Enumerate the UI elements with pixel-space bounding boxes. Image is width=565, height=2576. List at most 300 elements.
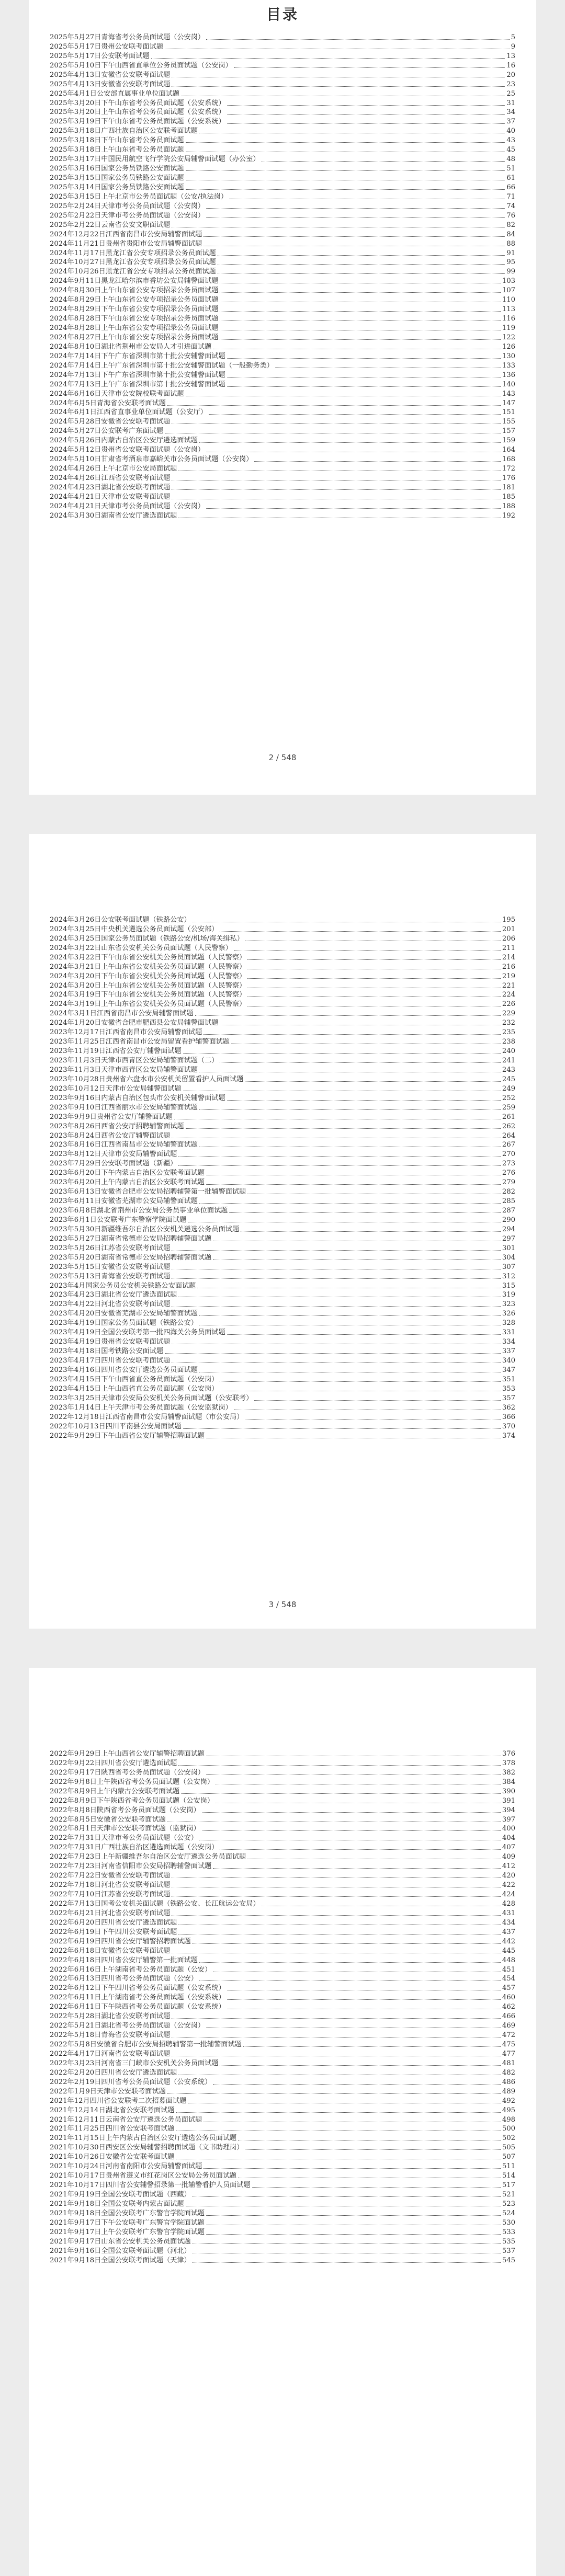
toc-entry[interactable] <box>50 1393 515 1403</box>
toc-entry-page-number: 16 <box>506 61 515 70</box>
dot-leader <box>199 1962 501 1963</box>
toc-entry-page-number: 412 <box>502 1862 515 1871</box>
toc-entry[interactable] <box>50 445 515 454</box>
toc-entry-title: 2023年10月12日天津市公安局辅警面试题 <box>50 1084 182 1093</box>
toc-entry[interactable] <box>50 2068 515 2077</box>
toc-entry[interactable] <box>50 999 515 1009</box>
toc-entry[interactable] <box>50 89 515 98</box>
toc-entry[interactable] <box>50 2161 515 2171</box>
toc-entry[interactable] <box>50 314 515 323</box>
dot-leader <box>172 86 505 87</box>
toc-entry-page-number: 25 <box>506 89 515 98</box>
toc-entry-page-number: 407 <box>502 1844 515 1852</box>
toc-entry[interactable] <box>50 1993 515 2002</box>
toc-entry[interactable] <box>50 1234 515 1243</box>
toc-entry-title: 2024年5月10日甘肃省考酒泉市嘉峪关市公务员面试题（公安岗） <box>50 455 253 464</box>
dot-leader <box>199 1315 501 1316</box>
toc-entry[interactable] <box>50 220 515 230</box>
dot-leader <box>254 461 500 462</box>
toc-entry[interactable] <box>50 1955 515 1965</box>
toc-entry[interactable] <box>50 1112 515 1121</box>
toc-entry[interactable] <box>50 295 515 304</box>
toc-entry[interactable] <box>50 981 515 990</box>
toc-entry[interactable] <box>50 1272 515 1281</box>
toc-entry[interactable] <box>50 164 515 173</box>
dot-leader <box>206 2215 501 2216</box>
toc-entry[interactable] <box>50 389 515 398</box>
toc-entry-page-number: 334 <box>502 1338 515 1346</box>
toc-entry-title: 2023年8月12日天津市公安局辅警面试题 <box>50 1150 177 1159</box>
toc-entry[interactable] <box>50 2256 515 2265</box>
toc-entry[interactable] <box>50 361 515 370</box>
toc-entry[interactable] <box>50 1805 515 1815</box>
toc-entry[interactable] <box>50 211 515 220</box>
toc-entry-page-number: 136 <box>502 371 515 379</box>
toc-entry[interactable] <box>50 990 515 1000</box>
toc-entry[interactable] <box>50 2011 515 2021</box>
toc-entry[interactable] <box>50 473 515 483</box>
toc-entry[interactable] <box>50 145 515 154</box>
toc-entry[interactable] <box>50 135 515 145</box>
toc-entry[interactable] <box>50 1422 515 1431</box>
toc-entry-page-number: 457 <box>502 1984 515 1993</box>
toc-entry[interactable] <box>50 1777 515 1787</box>
toc-entry[interactable] <box>50 934 515 943</box>
toc-entry-title: 2022年9月22日四川省公安厅遴选面试题 <box>50 1759 177 1767</box>
toc-entry[interactable] <box>50 342 515 351</box>
toc-entry[interactable] <box>50 154 515 164</box>
dot-leader <box>227 1100 501 1101</box>
toc-entry-page-number: 273 <box>502 1160 515 1168</box>
toc-entry[interactable] <box>50 1224 515 1234</box>
toc-entry-title: 2023年4月15日上午山西省直公务员面试题（公安岗） <box>50 1384 219 1393</box>
toc-entry[interactable] <box>50 42 515 51</box>
toc-entry[interactable] <box>50 2077 515 2087</box>
toc-entry-title: 2023年11月3日天津市西青区公安局辅警面试题 <box>50 1066 198 1074</box>
dot-leader <box>220 2065 500 2066</box>
dot-leader <box>178 1165 500 1166</box>
toc-entry-title: 2022年7月18日河北省公安联考面试题 <box>50 1881 171 1890</box>
toc-entry[interactable] <box>50 1318 515 1327</box>
dot-leader <box>229 1212 500 1213</box>
toc-entry-page-number: 267 <box>502 1141 515 1149</box>
toc-entry-title: 2022年6月12日下午四川省考公务员面试题（公安系统） <box>50 1984 225 1993</box>
toc-entry[interactable] <box>50 2152 515 2161</box>
toc-entry[interactable] <box>50 230 515 239</box>
toc-entry-title: 2022年6月19日四川省公安厅辅警招聘面试题 <box>50 1937 191 1945</box>
toc-entry[interactable] <box>50 1206 515 1215</box>
toc-entry[interactable] <box>50 258 515 267</box>
toc-entry[interactable] <box>50 79 515 89</box>
dot-leader <box>165 1353 501 1354</box>
toc-entry[interactable] <box>50 1074 515 1084</box>
dot-leader <box>199 1109 501 1110</box>
toc-entry[interactable] <box>50 398 515 408</box>
toc-entry-title: 2024年3月22日山东省公安机关公务员面试题（人民警察） <box>50 944 232 952</box>
toc-entry[interactable] <box>50 1861 515 1871</box>
toc-entry[interactable] <box>50 1327 515 1337</box>
toc-entry[interactable] <box>50 201 515 211</box>
toc-entry-page-number: 523 <box>502 2200 515 2208</box>
toc-entry-title: 2022年3月23日河南省三门峡市公安机关公务员面试题 <box>50 2059 219 2067</box>
toc-entry[interactable] <box>50 2105 515 2115</box>
toc-entry[interactable] <box>50 1937 515 1946</box>
toc-entry[interactable] <box>50 1346 515 1356</box>
toc-entry[interactable] <box>50 61 515 70</box>
toc-entry[interactable] <box>50 1908 515 1918</box>
toc-entry-page-number: 216 <box>502 963 515 971</box>
toc-entry[interactable] <box>50 1187 515 1196</box>
toc-entry[interactable] <box>50 2087 515 2096</box>
toc-entry-page-number: 116 <box>502 315 515 323</box>
toc-entry[interactable] <box>50 417 515 426</box>
toc-entry[interactable] <box>50 1196 515 1206</box>
toc-entry[interactable] <box>50 1131 515 1140</box>
toc-entry-title: 2024年3月25日中央机关遴选公务员面试题（公安部） <box>50 925 219 933</box>
toc-entry-title: 2021年9月17日下午公安联考广东警官学院面试题 <box>50 2218 205 2227</box>
toc-entry-page-number: 366 <box>502 1413 515 1421</box>
toc-entry-title: 2024年3月20日上午山东省公安机关公务员面试题（人民警察） <box>50 981 246 990</box>
toc-entry[interactable] <box>50 173 515 182</box>
toc-entry[interactable] <box>50 953 515 962</box>
toc-entry[interactable] <box>50 1768 515 1777</box>
toc-entry[interactable] <box>50 1243 515 1253</box>
toc-entry[interactable] <box>50 2030 515 2040</box>
toc-entry[interactable] <box>50 2058 515 2068</box>
toc-entry-title: 2024年4月26日江西省公安联考面试题 <box>50 474 171 482</box>
toc-entry-title: 2022年4月17日河南省公安联考面试题 <box>50 2050 171 2058</box>
toc-entry[interactable] <box>50 1412 515 1422</box>
toc-entry[interactable] <box>50 943 515 953</box>
toc-entry[interactable] <box>50 2246 515 2256</box>
dot-leader <box>234 67 505 68</box>
dot-leader <box>199 442 501 443</box>
toc-entry-page-number: 337 <box>502 1347 515 1356</box>
toc-entry[interactable] <box>50 1253 515 1262</box>
toc-entry-title: 2024年8月29日下午山东省公安专项招录公务员面试题 <box>50 305 219 314</box>
toc-entry-title: 2022年6月11日下午陕西省考公务员面试题（公安系统） <box>50 2003 225 2011</box>
dot-leader <box>172 1896 501 1897</box>
toc-entry-page-number: 297 <box>502 1234 515 1243</box>
toc-entry-page-number: 390 <box>502 1787 515 1795</box>
toc-entry[interactable] <box>50 915 515 924</box>
toc-entry-title: 2024年8月28日上午山东省公安专项招录公务员面试题 <box>50 324 219 332</box>
toc-entry[interactable] <box>50 333 515 342</box>
dot-leader <box>206 508 501 509</box>
toc-entry-page-number: 486 <box>502 2078 515 2086</box>
dot-leader <box>220 1849 500 1850</box>
toc-entry[interactable] <box>50 483 515 492</box>
toc-entry[interactable] <box>50 1356 515 1365</box>
toc-entry[interactable] <box>50 2143 515 2152</box>
toc-entry[interactable] <box>50 1084 515 1093</box>
toc-entry[interactable] <box>50 1365 515 1375</box>
toc-entry[interactable] <box>50 2002 515 2011</box>
toc-entry[interactable] <box>50 971 515 981</box>
toc-entry[interactable] <box>50 924 515 934</box>
toc-entry[interactable] <box>50 464 515 473</box>
toc-entry-page-number: 88 <box>506 239 515 248</box>
dot-leader <box>186 142 505 143</box>
toc-entry[interactable] <box>50 32 515 42</box>
toc-entry[interactable] <box>50 2237 515 2246</box>
toc-entry[interactable] <box>50 2180 515 2190</box>
dot-leader <box>206 2234 501 2235</box>
toc-entry[interactable] <box>50 1787 515 1796</box>
toc-entry-title: 2024年8月27日上午山东省公安专项招录公务员面试题 <box>50 333 219 341</box>
toc-entry-title: 2022年6月16日上午湖南省考公务员面试题（公安） <box>50 1965 212 1974</box>
toc-entry-title: 2025年5月27日青海省考公务员面试题（公安岗） <box>50 33 205 41</box>
toc-page <box>29 1668 536 2576</box>
toc-entry[interactable] <box>50 2133 515 2143</box>
toc-entry[interactable] <box>50 285 515 295</box>
toc-entry[interactable] <box>50 2096 515 2105</box>
toc-entry[interactable] <box>50 2040 515 2049</box>
toc-entry-page-number: 226 <box>502 1000 515 1009</box>
toc-entry[interactable] <box>50 1758 515 1768</box>
toc-entry[interactable] <box>50 1309 515 1318</box>
toc-entry[interactable] <box>50 1974 515 1984</box>
dot-leader <box>218 255 505 256</box>
toc-entry[interactable] <box>50 2115 515 2124</box>
toc-entry-page-number: 264 <box>502 1131 515 1140</box>
toc-entry[interactable] <box>50 117 515 126</box>
toc-entry[interactable] <box>50 1215 515 1224</box>
toc-entry-title: 2023年6月13日安徽省合肥市公安局招聘辅警第一批辅警面试题 <box>50 1188 246 1196</box>
toc-entry[interactable] <box>50 1065 515 1074</box>
toc-entry-page-number: 294 <box>502 1225 515 1233</box>
dot-leader <box>227 1334 501 1335</box>
toc-entry-title: 2022年1月9日天津市公安联考面试题 <box>50 2087 166 2096</box>
toc-entry[interactable] <box>50 1168 515 1177</box>
toc-entry-page-number: 530 <box>502 2218 515 2227</box>
dot-leader <box>245 1081 500 1082</box>
dot-leader <box>172 1278 501 1279</box>
dot-leader <box>181 1793 501 1794</box>
toc-entry-page-number: 103 <box>502 277 515 285</box>
toc-entry-page-number: 301 <box>502 1244 515 1252</box>
toc-entry-title: 2025年3月15日上午北京市公务员面试题（公安/执法岗） <box>50 192 228 201</box>
toc-entry[interactable] <box>50 2049 515 2058</box>
toc-entry-page-number: 164 <box>502 446 515 454</box>
toc-entry-title: 2022年7月22日安徽省公安联考面试题 <box>50 1872 171 1880</box>
toc-entry[interactable] <box>50 1299 515 1309</box>
toc-entry[interactable] <box>50 2199 515 2208</box>
toc-entry[interactable] <box>50 1037 515 1046</box>
toc-entry-title: 2023年11月3日天津市西青区公安局辅警面试题（二） <box>50 1057 219 1064</box>
toc-entry-page-number: 168 <box>502 455 515 464</box>
toc-entry-title: 2021年9月17日山东省公安机关公务员面试题 <box>50 2237 191 2246</box>
toc-entry[interactable] <box>50 408 515 417</box>
toc-entry[interactable] <box>50 370 515 380</box>
toc-entry-title: 2021年11月25日四川省公安联考面试题 <box>50 2125 175 2133</box>
toc-entry[interactable] <box>50 182 515 192</box>
toc-entry[interactable] <box>50 1177 515 1187</box>
toc-entry[interactable] <box>50 239 515 248</box>
toc-entry-title: 2022年8月9日下午陕西省考公务员面试题（公安岗） <box>50 1796 214 1805</box>
toc-entry-title: 2024年5月12日贵州省公安联考面试题（公安岗） <box>50 446 205 454</box>
toc-entry-page-number: 66 <box>506 183 515 191</box>
toc-entry[interactable] <box>50 304 515 314</box>
toc-entry[interactable] <box>50 1149 515 1159</box>
toc-entry-page-number: 140 <box>502 380 515 388</box>
toc-entry[interactable] <box>50 962 515 971</box>
toc-entry-page-number: 71 <box>506 192 515 201</box>
toc-entry[interactable] <box>50 501 515 511</box>
dot-leader <box>227 114 505 115</box>
toc-entry-title: 2025年3月18日上午山东省考公务员面试题 <box>50 146 184 154</box>
dot-leader <box>220 292 500 293</box>
toc-entry[interactable] <box>50 1918 515 1927</box>
toc-entry[interactable] <box>50 1815 515 1824</box>
toc-entry[interactable] <box>50 1093 515 1103</box>
toc-entry[interactable] <box>50 323 515 333</box>
dot-leader <box>186 189 505 190</box>
toc-entry-title: 2022年9月29日上午山西省公安厅辅警招聘面试题 <box>50 1749 205 1758</box>
toc-entry[interactable] <box>50 1842 515 1852</box>
toc-entry-page-number: 466 <box>502 2012 515 2021</box>
dot-leader <box>206 217 505 218</box>
toc-entry[interactable] <box>50 2208 515 2218</box>
dot-leader <box>252 2187 501 2188</box>
toc-entry[interactable] <box>50 351 515 361</box>
toc-entry[interactable] <box>50 1880 515 1890</box>
toc-entry-page-number: 279 <box>502 1178 515 1187</box>
toc-entry-title: 2024年11月21日贵州省贵阳市公安局辅警面试题 <box>50 239 202 248</box>
toc-entry-page-number: 505 <box>502 2144 515 2152</box>
toc-entry[interactable] <box>50 267 515 276</box>
dot-leader <box>262 161 505 162</box>
toc-entry[interactable] <box>50 1337 515 1346</box>
toc-entry[interactable] <box>50 1965 515 1974</box>
toc-entry-page-number: 482 <box>502 2068 515 2077</box>
toc-entry[interactable] <box>50 1749 515 1758</box>
toc-entry[interactable] <box>50 1290 515 1300</box>
toc-entry[interactable] <box>50 98 515 108</box>
toc-entry[interactable] <box>50 1899 515 1908</box>
toc-entry[interactable] <box>50 108 515 117</box>
toc-entry-title: 2024年7月13日上午广东省深圳市第十批公安辅警面试题 <box>50 380 225 388</box>
toc-entry-title: 2024年3月19日下午山东省公安机关公务员面试题（人民警察） <box>50 991 246 999</box>
toc-entry[interactable] <box>50 1796 515 1805</box>
toc-entry[interactable] <box>50 1281 515 1290</box>
toc-entry[interactable] <box>50 276 515 285</box>
dot-leader <box>213 1868 501 1869</box>
toc-entry[interactable] <box>50 1103 515 1112</box>
toc-entry[interactable] <box>50 1056 515 1065</box>
toc-entry[interactable] <box>50 426 515 436</box>
toc-entry-title: 2024年3月25日国家公务员面试题（铁路公安/机场/海关缉私） <box>50 934 244 943</box>
toc-entry-page-number: 351 <box>502 1375 515 1383</box>
dot-leader <box>234 950 501 951</box>
dot-leader <box>178 1765 500 1766</box>
toc-entry[interactable] <box>50 492 515 501</box>
toc-entry[interactable] <box>50 454 515 464</box>
toc-entry[interactable] <box>50 2227 515 2237</box>
toc-entry[interactable] <box>50 1046 515 1056</box>
toc-entry[interactable] <box>50 1121 515 1131</box>
dot-leader <box>218 273 505 274</box>
toc-entry-title: 2022年6月18日安徽省公安联考面试题 <box>50 1947 171 1955</box>
toc-entry-title: 2023年4月17日四川省公安联考面试题 <box>50 1357 171 1365</box>
toc-entry-title: 2023年5月15日安徽省公安联考面试题 <box>50 1263 171 1271</box>
toc-entry[interactable] <box>50 1375 515 1384</box>
toc-entry[interactable] <box>50 1983 515 1993</box>
toc-entry[interactable] <box>50 380 515 389</box>
toc-entry-title: 2022年6月11日上午湖南省考公务员面试题（公安系统） <box>50 1994 225 2002</box>
toc-entry-title: 2024年7月13日下午广东省深圳市第十批公安辅警面试题 <box>50 371 225 379</box>
toc-entry[interactable] <box>50 1009 515 1018</box>
toc-entry[interactable] <box>50 1027 515 1037</box>
toc-entry[interactable] <box>50 1833 515 1842</box>
toc-entry-title: 2021年10月30日西安区公安局辅警招聘面试题（文书助理岗） <box>50 2144 244 2152</box>
toc-entry[interactable] <box>50 1946 515 1955</box>
toc-entry-page-number: 192 <box>502 511 515 520</box>
toc-entry-page-number: 285 <box>502 1197 515 1206</box>
toc-entry-page-number: 270 <box>502 1150 515 1159</box>
toc-entry-page-number: 13 <box>506 52 515 60</box>
toc-entry-title: 2023年9月10日江西省丽水市公安局辅警面试题 <box>50 1103 198 1112</box>
toc-entry[interactable] <box>50 70 515 79</box>
dot-leader <box>193 2196 501 2197</box>
toc-entry[interactable] <box>50 2171 515 2180</box>
toc-entry-page-number: 535 <box>502 2237 515 2246</box>
toc-entry[interactable] <box>50 2124 515 2134</box>
toc-entry-title: 2022年2月19日四川省考公务员面试题（公安系统） <box>50 2078 212 2086</box>
toc-entry[interactable] <box>50 1384 515 1393</box>
toc-entry[interactable] <box>50 2218 515 2227</box>
toc-entry-title: 2023年11月19日江西省公安厅辅警面试题 <box>50 1047 182 1056</box>
toc-entry[interactable] <box>50 2021 515 2030</box>
toc-entry[interactable] <box>50 51 515 61</box>
toc-entry[interactable] <box>50 1018 515 1027</box>
toc-entry-title: 2022年6月18日四川省公安厅辅警第一批面试题 <box>50 1956 198 1964</box>
toc-entry-page-number: 376 <box>502 1749 515 1758</box>
toc-entry[interactable] <box>50 1824 515 1834</box>
toc-entry[interactable] <box>50 511 515 520</box>
toc-entry[interactable] <box>50 248 515 258</box>
toc-entry-title: 2024年9月11日黑龙江哈尔滨市香坊公安局辅警面试题 <box>50 277 219 285</box>
toc-entry[interactable] <box>50 1927 515 1937</box>
toc-entry[interactable] <box>50 1852 515 1861</box>
dot-leader <box>206 39 510 40</box>
toc-entry-title: 2022年9月8日上午陕西省考公务员面试题（公安岗） <box>50 1778 214 1786</box>
toc-entry[interactable] <box>50 436 515 445</box>
toc-entry[interactable] <box>50 126 515 135</box>
toc-entry-title: 2022年7月31日广西壮族自治区遴选面试题（公安岗） <box>50 1844 219 1852</box>
toc-entry-page-number: 315 <box>502 1281 515 1290</box>
toc-entry-title: 2023年11月25日江西省南昌市公安局留置看护辅警面试题 <box>50 1038 230 1046</box>
toc-entry-page-number: 537 <box>502 2247 515 2255</box>
toc-entry[interactable] <box>50 1871 515 1880</box>
toc-entry-page-number: 40 <box>506 127 515 135</box>
toc-entry-title: 2025年3月19日下午山东省考公务员面试题（公安系统） <box>50 118 225 126</box>
toc-entry-title: 2021年9月18日全国公安联考广东警官学院面试题 <box>50 2209 205 2217</box>
toc-entry[interactable] <box>50 192 515 201</box>
toc-entry[interactable] <box>50 1403 515 1412</box>
toc-entry[interactable] <box>50 2190 515 2199</box>
dot-leader <box>227 1999 501 2000</box>
dot-leader <box>227 358 501 359</box>
toc-entry[interactable] <box>50 1431 515 1440</box>
toc-entry[interactable] <box>50 1262 515 1272</box>
toc-entry[interactable] <box>50 1140 515 1150</box>
toc-entry-title: 2023年5月30日新疆维吾尔自治区公安机关遴选公务员面试题 <box>50 1225 240 1233</box>
toc-entry-title: 2023年6月1日公安联考广东警察学院面试题 <box>50 1216 187 1224</box>
toc-entry[interactable] <box>50 1159 515 1168</box>
dot-leader <box>183 1053 501 1054</box>
toc-entry[interactable] <box>50 1890 515 1899</box>
